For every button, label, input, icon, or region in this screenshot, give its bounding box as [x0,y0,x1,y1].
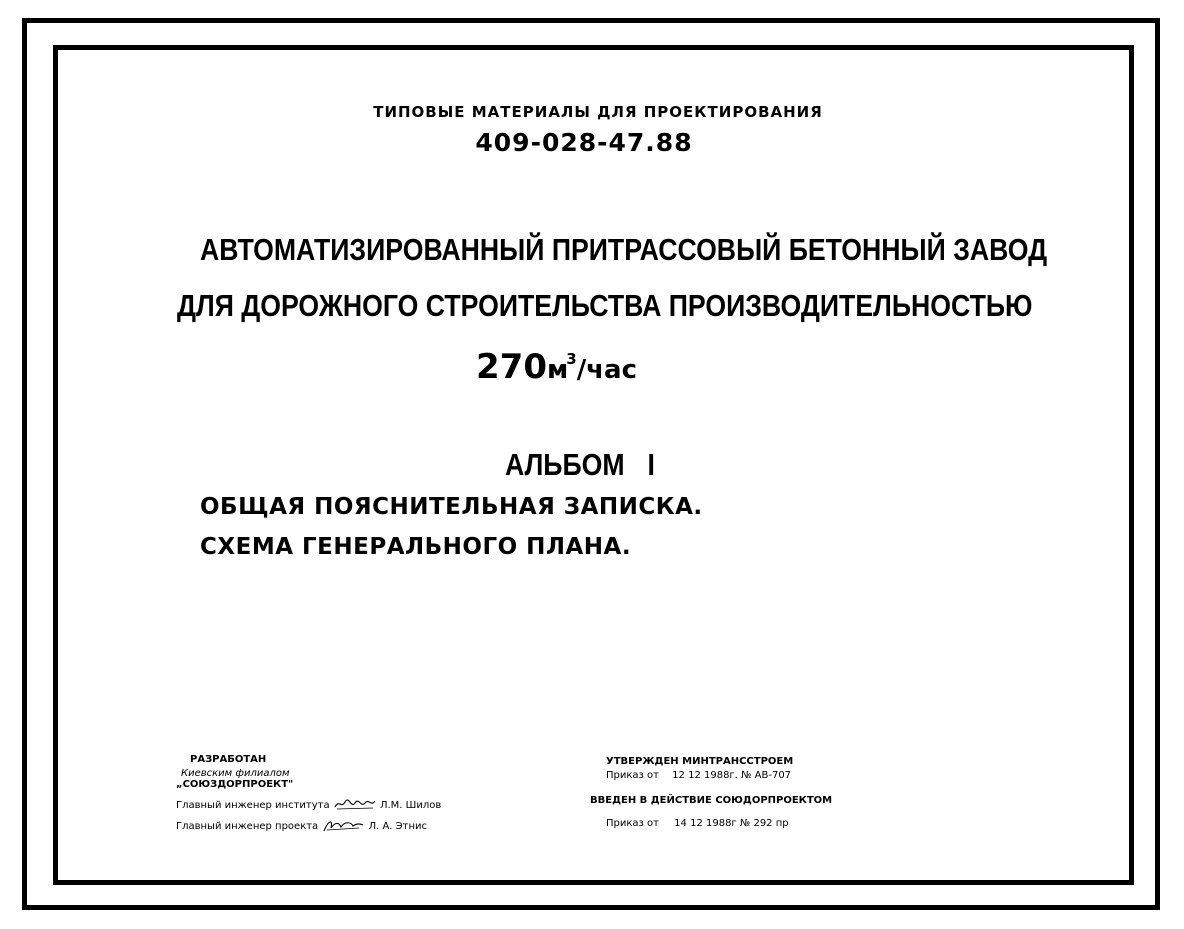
developed-org-line-1: Киевским филиалом [181,768,290,779]
album-heading [505,447,655,483]
album-label: АЛЬБОМ [505,447,625,482]
approved-heading: УТВЕРЖДЕН МИНТРАНССТРОЕМ [606,756,794,767]
order-1-label: Приказ от [606,770,659,781]
signature-shilov [333,797,377,811]
chief-project-row [176,818,427,832]
order-2-label: Приказ от [606,818,659,829]
enacted-heading: ВВЕДЕН В ДЕЙСТВИЕ СОЮДОРПРОЕКТОМ [590,795,833,806]
developed-heading: РАЗРАБОТАН [190,754,267,765]
signature-etnis [321,818,365,832]
document-number: 409-028-47.88 [475,128,693,157]
chief-institute-label: Главный инженер института [176,800,330,811]
order-2-row [606,818,789,829]
chief-project-label: Главный инженер проекта [176,821,319,832]
album-subtitle-2: СХЕМА ГЕНЕРАЛЬНОГО ПЛАНА. [200,534,632,560]
series-title: ТИПОВЫЕ МАТЕРИАЛЫ ДЛЯ ПРОЕКТИРОВАНИЯ [373,103,823,121]
order-1-number: № АВ-707 [741,770,792,781]
order-2-date: 14 12 1988г [674,818,737,829]
chief-institute-name: Л.М. Шилов [379,800,442,811]
chief-institute-row [176,797,441,811]
capacity-unit: м [546,355,569,385]
order-1-row [606,770,791,781]
album-number: I [647,447,655,482]
capacity-exponent: 3 [566,350,577,368]
title-line-1: АВТОМАТИЗИРОВАННЫЙ ПРИТРАССОВЫЙ БЕТОННЫЙ ЗАВОД [200,232,1048,267]
album-subtitle-1: ОБЩАЯ ПОЯСНИТЕЛЬНАЯ ЗАПИСКА. [200,494,703,520]
capacity-line [476,347,637,387]
order-1-date: 12 12 1988г. [672,770,738,781]
capacity-value: 270 [476,347,547,387]
developed-org-line-2: „СОЮЗДОРПРОЕКТ" [176,779,294,790]
capacity-per: /час [576,355,637,385]
chief-project-name: Л. А. Этнис [368,821,427,832]
title-line-2: ДЛЯ ДОРОЖНОГО СТРОИТЕЛЬСТВА ПРОИЗВОДИТЕЛЬНОСТЬЮ [177,288,1033,323]
order-2-number: № 292 пр [739,818,789,829]
